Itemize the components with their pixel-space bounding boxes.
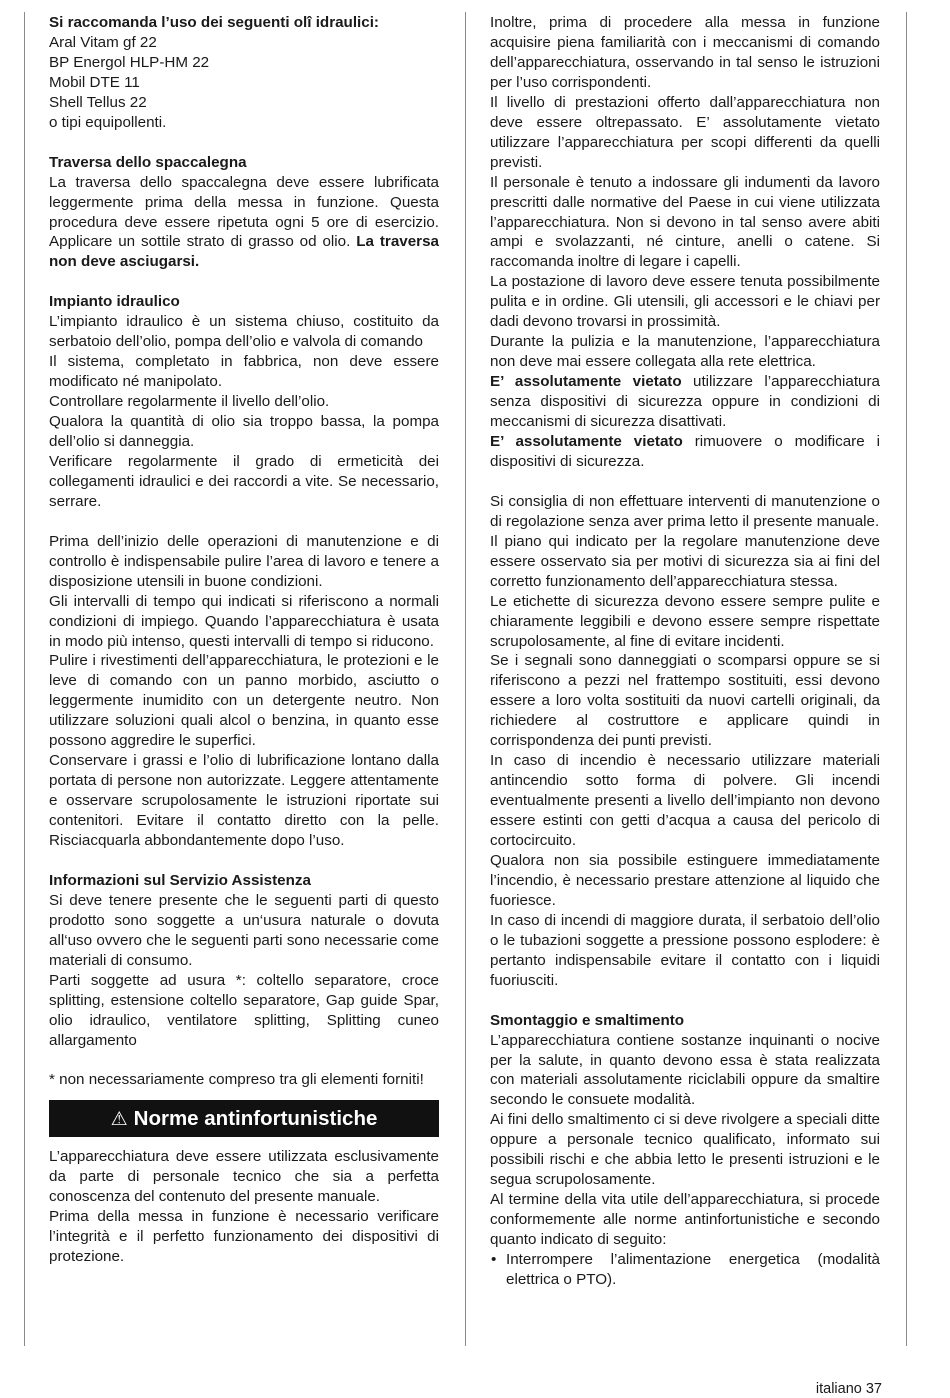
traversa-bold-warning: La traversa non deve asciugarsi. [49, 233, 439, 271]
impianto-paragraph: L’impianto idraulico è un sistema chiuso, costituito da serbatoio dell’olio, pompa dell’olio e valvola di comando [49, 313, 439, 351]
right-border-rule [906, 12, 907, 1346]
prohibition-bold: E’ assolutamente vietato [490, 373, 682, 391]
spacer [490, 991, 880, 1011]
labels-paragraph: Se i segnali sono danneggiati o scomparsi oppure se si riferiscono a pezzi nel frattempo sostituiti, essi devono essere a loro volta sostituiti da nuovi cartelli originali, da richiedere al costruttore e applicare quindi in corrispondenza dei punti previsti. [490, 652, 880, 750]
servizio-paragraph: Parti soggette ad usura *: coltello separatore, croce splitting, estensione coltello separatore, Gap guide Spar, olio idraulico, ventilatore splitting, Splitting cuneo allargamento [49, 971, 439, 1049]
maintenance-paragraph: Il piano qui indicato per la regolare manutenzione deve essere osservato sia per motivi di sicurezza sia ai fini del corretto funzionamento dell’apparecchiatura stessa. [490, 532, 880, 590]
impianto-paragraph: Il sistema, completato in fabbrica, non deve essere modificato né manipolato. [49, 353, 439, 391]
fire-paragraph: In caso di incendio è necessario utilizzare materiali antincendio sotto forma di polvere. Gli incendi eventualmente presenti a livello dell’impianto non devono essere estinti con getti d’acqua a causa del pericolo di cortocircuito. [490, 752, 880, 850]
list-item [490, 1250, 880, 1290]
spacer [49, 1051, 439, 1071]
safety-paragraph: Il personale è tenuto a indossare gli indumenti da lavoro prescritti dalle normative del Paese in cui viene utilizzata l’apparecchiatura. Non si devono in tal senso avere abiti ampi e svolazzanti, né cinture, anelli o catene. Si raccomanda inoltre di legare i capelli. [490, 173, 880, 271]
fire-paragraph: Qualora non sia possibile estinguere immediatamente l’incendio, è necessario prestare attenzione al liquido che fuoriesce. [490, 852, 880, 909]
oil-item: o tipi equipollenti. [49, 113, 167, 131]
oil-item: Mobil DTE 11 [49, 73, 140, 91]
manutenzione-paragraph: Conservare i grassi e l’olio di lubrificazione lontano dalla portata di persone non autorizzate. Leggere attentamente e osservare scrupolosamente le istruzioni riportate sui contenitori. Evitare il contatto diretto con la pelle. Risciacquarla abbondantemente dopo l’uso. [49, 752, 439, 850]
smontaggio-paragraph: Ai fini dello smaltimento ci si deve rivolgere a speciali ditte oppure a personale tecnico qualificato, informato sui possibili rischi e che abbia letto le presenti istruzioni e le segua scrupolosamente. [490, 1111, 880, 1189]
traversa-heading: Traversa dello spaccalegna [49, 153, 247, 171]
labels-paragraph: Le etichette di sicurezza devono essere sempre pulite e chiaramente leggibili e devono essere sempre rispettate scrupolosamente, al fine di evitare incidenti. [490, 592, 880, 650]
spacer [49, 512, 439, 532]
prohibition-bold: E’ assolutamente vietato [490, 433, 683, 451]
safety-section-banner [49, 1100, 439, 1137]
norme-paragraph: L’apparecchiatura deve essere utilizzata esclusivamente da parte di personale tecnico che sia a perfetta conoscenza del contenuto del presente manuale. [49, 1148, 439, 1206]
center-column-rule [465, 12, 466, 1346]
safety-paragraph [490, 432, 880, 472]
smontaggio-heading: Smontaggio e smaltimento [490, 1011, 685, 1029]
oils-heading: Si raccomanda l’uso dei seguenti olî idraulici: [49, 14, 379, 31]
left-border-rule [24, 12, 25, 1346]
maintenance-paragraph: Si consiglia di non effettuare interventi di manutenzione o di regolazione senza aver prima letto il presente manuale. [490, 492, 880, 530]
smontaggio-paragraph: Al termine della vita utile dell’apparecchiatura, si procede conformemente alle norme antinfortunistiche e secondo quanto indicato di seguito: [490, 1191, 880, 1249]
norme-paragraph: Prima della messa in funzione è necessario verificare l’integrità e il perfetto funzionamento dei dispositivi di protezione. [49, 1208, 439, 1266]
manutenzione-paragraph: Pulire i rivestimenti dell’apparecchiatura, le protezioni e le leve di comando con un panno morbido, asciutto o leggermente inumidito con un detergente neutro. Non utilizzare soluzioni quali alcol o benzina, in quanto esse possono aggredire le superfici. [49, 652, 439, 750]
safety-paragraph [490, 372, 880, 432]
warning-triangle-icon: ⚠ [110, 1109, 128, 1131]
left-column [49, 13, 439, 1267]
banner-title: Norme antinfortunistiche [133, 1107, 378, 1131]
servizio-heading: Informazioni sul Servizio Assistenza [49, 871, 311, 889]
manutenzione-paragraph: Gli intervalli di tempo qui indicati si riferiscono a normali condizioni di impiego. Quando l’apparecchiatura è usata in modo più intenso, questi intervalli di tempo si riducono. [49, 592, 439, 650]
list-item-text: Interrompere l’alimentazione energetica (modalità elettrica o PTO). [506, 1251, 880, 1289]
disposal-steps-list [490, 1250, 880, 1290]
spacer [49, 133, 439, 153]
safety-paragraph: Durante la pulizia e la manutenzione, l’apparecchiatura non deve mai essere collegata alla rete elettrica. [490, 333, 880, 371]
impianto-paragraph: Qualora la quantità di olio sia troppo bassa, la pompa dell’olio si danneggia. [49, 413, 439, 450]
servizio-paragraph: Si deve tenere presente che le seguenti parti di questo prodotto sono soggette a un‘usura naturale o dovuta all‘uso ovvero che le seguenti parti sono necessarie come materiali di consumo. [49, 891, 439, 969]
servizio-footnote: * non necessariamente compreso tra gli elementi forniti! [49, 1071, 424, 1089]
traversa-paragraph [49, 173, 439, 273]
fire-paragraph: In caso di incendi di maggiore durata, il serbatoio dell’olio o le tubazioni soggette a pressione possono esplodere: è pertanto indispensabile evitare il contatto con i liquidi fuoriusciti. [490, 911, 880, 989]
oil-item: Shell Tellus 22 [49, 93, 147, 111]
manutenzione-paragraph: Prima dell’inizio delle operazioni di manutenzione e di controllo è indispensabile pulire l’area di lavoro e tenere a disposizione utensili in buone condizioni. [49, 532, 439, 590]
spacer [49, 272, 439, 292]
page-number: italiano 37 [815, 1381, 882, 1397]
right-column [490, 13, 880, 1290]
impianto-paragraph: Controllare regolarmente il livello dell’olio. [49, 393, 330, 411]
traversa-text: La traversa dello spaccalegna deve essere lubrificata leggermente prima della messa in funzione. Questa procedura deve essere ripetuta ogni 5 ore di esercizio. Applicare un sottile strato di grasso od olio. [49, 173, 439, 251]
bullet-icon: • [491, 1251, 497, 1269]
prohibition-text: utilizzare l’apparecchiatura senza dispositivi di sicurezza oppure in condizioni di meccanismi di sicurezza disattivati. [490, 373, 880, 431]
safety-paragraph: Inoltre, prima di procedere alla messa in funzione acquisire piena familiarità con i meccanismi di comando dell’apparecchiatura, osservando in tal senso le istruzioni per l’uso corrispondenti. [490, 14, 880, 91]
oil-item: BP Energol HLP-HM 22 [49, 53, 210, 71]
safety-paragraph: La postazione di lavoro deve essere tenuta possibilmente pulita e in ordine. Gli utensili, gli accessori e le chiavi per dadi devono trovarsi in prossimità. [490, 273, 880, 331]
impianto-paragraph: Verificare regolarmente il grado di ermeticità dei collegamenti idraulici e dei raccordi a vite. Se necessario, serrare. [49, 452, 439, 510]
smontaggio-paragraph: L’apparecchiatura contiene sostanze inquinanti o nocive per la salute, in quanto devono essa è stata realizzata con materiali assolutamente riciclabili oppure da smaltire secondo le consuete modalità. [490, 1031, 880, 1109]
impianto-heading: Impianto idraulico [49, 293, 180, 311]
prohibition-text: rimuovere o modificare i dispositivi di sicurezza. [490, 433, 880, 470]
oil-item: Aral Vitam gf 22 [49, 33, 157, 51]
spacer [490, 472, 880, 492]
spacer [49, 851, 439, 871]
safety-paragraph: Il livello di prestazioni offerto dall’apparecchiatura non deve essere oltrepassato. E’ assolutamente vietato utilizzare l’apparecchiatura per scopi differenti da quelli previsti. [490, 93, 880, 171]
